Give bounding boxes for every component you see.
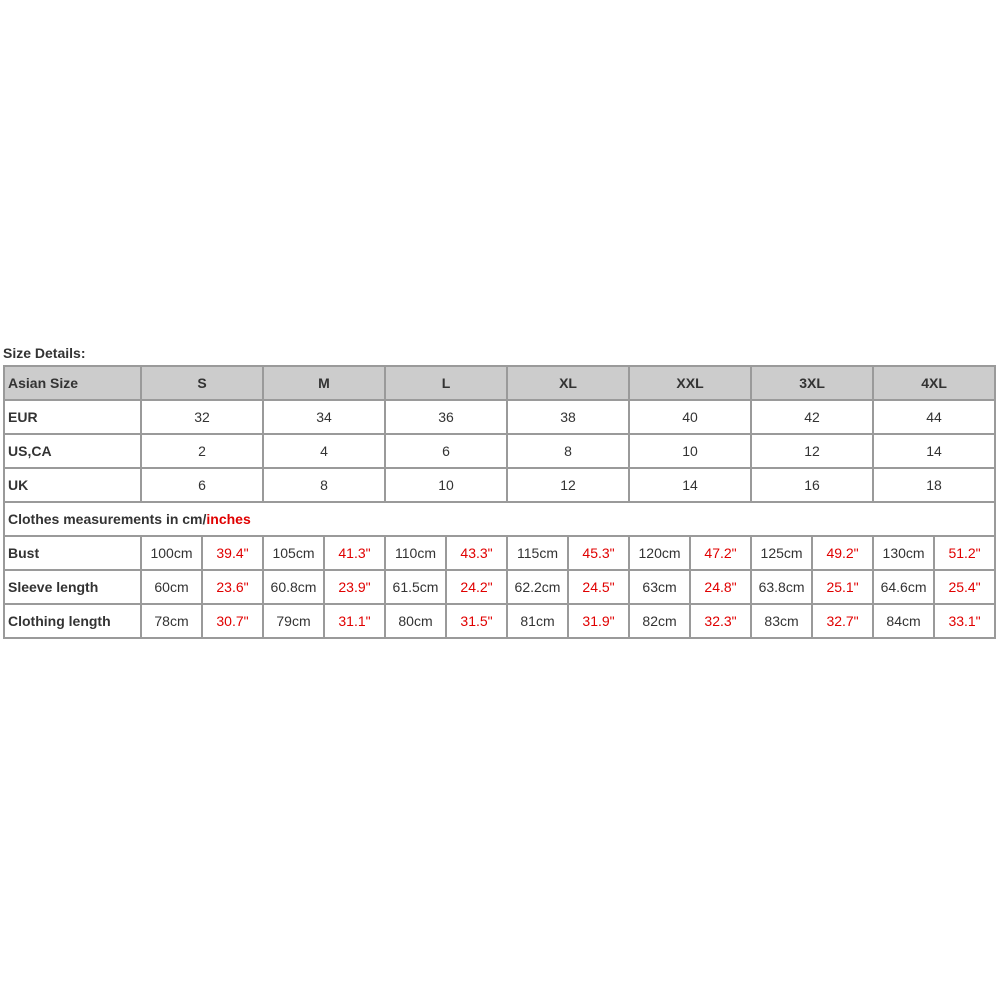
size-header: 3XL <box>751 366 873 400</box>
conversion-row <box>4 468 995 502</box>
conversion-row <box>4 400 995 434</box>
measurements-section-row <box>4 502 995 536</box>
size-value: 14 <box>629 468 751 502</box>
inch-value: 45.3" <box>568 536 629 570</box>
inch-value: 32.3" <box>690 604 751 638</box>
inch-value: 33.1" <box>934 604 995 638</box>
inch-value: 41.3" <box>324 536 385 570</box>
cm-value: 115cm <box>507 536 568 570</box>
size-header: XXL <box>629 366 751 400</box>
size-value: 14 <box>873 434 995 468</box>
size-value: 42 <box>751 400 873 434</box>
inch-value: 43.3" <box>446 536 507 570</box>
size-value: 4 <box>263 434 385 468</box>
size-value: 44 <box>873 400 995 434</box>
cm-value: 130cm <box>873 536 934 570</box>
size-value: 10 <box>385 468 507 502</box>
size-value: 38 <box>507 400 629 434</box>
row-label: UK <box>4 468 141 502</box>
inch-value: 23.6" <box>202 570 263 604</box>
size-value: 2 <box>141 434 263 468</box>
cm-value: 60cm <box>141 570 202 604</box>
cm-value: 80cm <box>385 604 446 638</box>
size-value: 10 <box>629 434 751 468</box>
cm-value: 84cm <box>873 604 934 638</box>
cm-value: 63.8cm <box>751 570 812 604</box>
header-row <box>4 366 995 400</box>
inch-value: 32.7" <box>812 604 873 638</box>
inch-value: 31.9" <box>568 604 629 638</box>
inch-value: 31.5" <box>446 604 507 638</box>
cm-value: 78cm <box>141 604 202 638</box>
row-label: Bust <box>4 536 141 570</box>
size-value: 36 <box>385 400 507 434</box>
inch-value: 23.9" <box>324 570 385 604</box>
cm-value: 63cm <box>629 570 690 604</box>
cm-value: 82cm <box>629 604 690 638</box>
section-heading-text: Clothes measurements in cm/ <box>8 511 207 527</box>
cm-value: 120cm <box>629 536 690 570</box>
size-value: 6 <box>141 468 263 502</box>
inch-value: 25.1" <box>812 570 873 604</box>
size-value: 8 <box>263 468 385 502</box>
size-value: 12 <box>751 434 873 468</box>
size-table <box>3 365 996 639</box>
size-value: 40 <box>629 400 751 434</box>
size-value: 8 <box>507 434 629 468</box>
section-heading-highlight: inches <box>206 511 251 527</box>
inch-value: 51.2" <box>934 536 995 570</box>
size-value: 12 <box>507 468 629 502</box>
size-value: 16 <box>751 468 873 502</box>
inch-value: 39.4" <box>202 536 263 570</box>
header-label: Asian Size <box>4 366 141 400</box>
measurement-row <box>4 570 995 604</box>
inch-value: 25.4" <box>934 570 995 604</box>
cm-value: 60.8cm <box>263 570 324 604</box>
inch-value: 31.1" <box>324 604 385 638</box>
size-header: XL <box>507 366 629 400</box>
row-label: Clothing length <box>4 604 141 638</box>
inch-value: 24.8" <box>690 570 751 604</box>
cm-value: 79cm <box>263 604 324 638</box>
cm-value: 62.2cm <box>507 570 568 604</box>
cm-value: 83cm <box>751 604 812 638</box>
inch-value: 49.2" <box>812 536 873 570</box>
conversion-row <box>4 434 995 468</box>
cm-value: 64.6cm <box>873 570 934 604</box>
size-chart <box>3 343 995 639</box>
inch-value: 47.2" <box>690 536 751 570</box>
cm-value: 110cm <box>385 536 446 570</box>
cm-value: 61.5cm <box>385 570 446 604</box>
cm-value: 81cm <box>507 604 568 638</box>
row-label: EUR <box>4 400 141 434</box>
size-header: M <box>263 366 385 400</box>
row-label: Sleeve length <box>4 570 141 604</box>
cm-value: 125cm <box>751 536 812 570</box>
size-header: S <box>141 366 263 400</box>
size-value: 32 <box>141 400 263 434</box>
inch-value: 24.5" <box>568 570 629 604</box>
measurement-row <box>4 604 995 638</box>
size-value: 6 <box>385 434 507 468</box>
size-value: 18 <box>873 468 995 502</box>
cm-value: 100cm <box>141 536 202 570</box>
size-header: 4XL <box>873 366 995 400</box>
measurements-section-heading <box>4 502 995 536</box>
cm-value: 105cm <box>263 536 324 570</box>
measurement-row <box>4 536 995 570</box>
inch-value: 30.7" <box>202 604 263 638</box>
inch-value: 24.2" <box>446 570 507 604</box>
row-label: US,CA <box>4 434 141 468</box>
size-table-body <box>4 366 995 638</box>
size-details-title: Size Details: <box>3 345 86 361</box>
size-header: L <box>385 366 507 400</box>
size-value: 34 <box>263 400 385 434</box>
